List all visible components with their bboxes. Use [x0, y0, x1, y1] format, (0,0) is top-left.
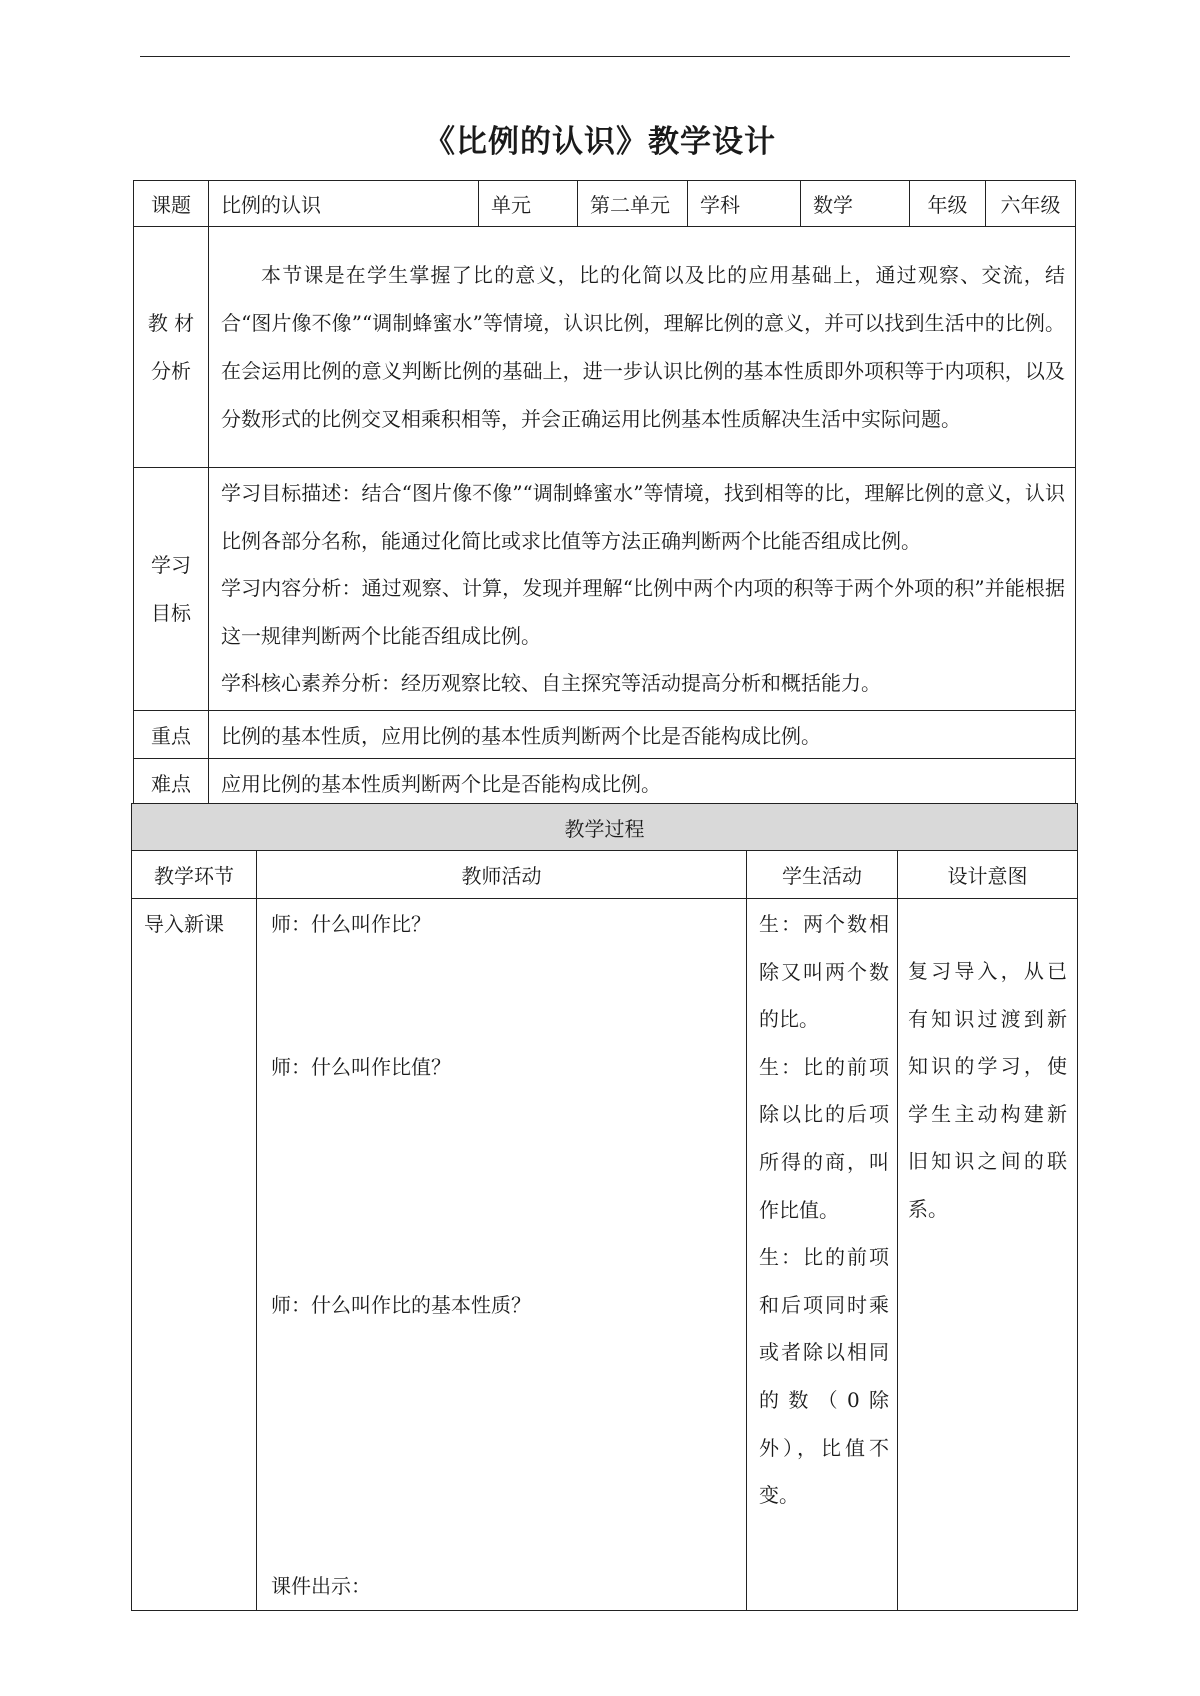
subject-label: 学科 [688, 181, 801, 227]
header-rule [140, 56, 1070, 57]
difficulty-row [134, 759, 1076, 806]
key-point-text: 比例的基本性质，应用比例的基本性质判断两个比是否能构成比例。 [209, 711, 1076, 759]
teacher-courseware: 课件出示： [271, 1574, 371, 1598]
design-intent-cell: 复习导入，从已有知识过渡到新知识的学习，使学生主动构建新旧知识之间的联系。 [898, 899, 1078, 1611]
col-stage-head: 教学环节 [132, 851, 257, 899]
process-column-heads [132, 851, 1078, 899]
teacher-question-1: 师：什么叫作比？ [271, 912, 431, 936]
analysis-label-line-2: 分析 [151, 359, 191, 383]
unit-value: 第二单元 [578, 181, 688, 227]
analysis-row [134, 227, 1076, 468]
key-point-row [134, 711, 1076, 759]
topic-value: 比例的认识 [209, 181, 479, 227]
grade-value: 六年级 [986, 181, 1076, 227]
difficulty-text: 应用比例的基本性质判断两个比是否能构成比例。 [209, 759, 1076, 806]
grade-label: 年级 [910, 181, 986, 227]
analysis-text: 本节课是在学生掌握了比的意义，比的化简以及比的应用基础上，通过观察、交流，结合“图片像不像”“调制蜂蜜水”等情境，认识比例，理解比例的意义，并可以找到生活中的比例。在会运用比例的意义判断比例的基础上，进一步认识比例的基本性质即外项积等于内项积，以及分数形式的比例交叉相乘积相等，并会正确运用比例基本性质解决生活中实际问题。 [221, 263, 1065, 431]
key-point-label: 重点 [134, 711, 209, 759]
student-answer-3: 生：比的前项和后项同时乘或者除以相同的数（0除外），比值不变。 [759, 1245, 889, 1508]
student-answer-2: 生：比的前项除以比的后项所得的商，叫作比值。 [759, 1054, 889, 1222]
process-row-intro [132, 899, 1078, 1611]
goals-core-literacy: 学科核心素养分析：经历观察比较、自主探究等活动提高分析和概括能力。 [221, 671, 881, 696]
goals-label-line-2: 目标 [151, 601, 191, 625]
subject-value: 数学 [801, 181, 910, 227]
goals-content-analysis: 学习内容分析：通过观察、计算，发现并理解“比例中两个内项的积等于两个外项的积”并能根据这一规律判断两个比能否组成比例。 [221, 576, 1065, 648]
goals-description: 学习目标描述：结合“图片像不像”“调制蜂蜜水”等情境，找到相等的比，理解比例的意义，认识比例各部分名称，能通过化简比或求比值等方法正确判断两个比能否组成比例。 [221, 481, 1065, 553]
teacher-question-3: 师：什么叫作比的基本性质？ [271, 1293, 531, 1317]
stage-cell: 导入新课 [132, 899, 257, 1611]
teacher-activity-cell [257, 899, 747, 1611]
teaching-process-table [131, 803, 1078, 1611]
col-student-head: 学生活动 [747, 851, 898, 899]
unit-label: 单元 [479, 181, 578, 227]
teacher-question-2: 师：什么叫作比值？ [271, 1055, 451, 1079]
analysis-label [134, 227, 209, 468]
goals-row [134, 468, 1076, 711]
lesson-info-table [133, 180, 1076, 806]
col-teacher-head: 教师活动 [257, 851, 747, 899]
goals-label [134, 468, 209, 711]
goals-label-line-1: 学习 [151, 553, 191, 577]
process-header: 教学过程 [132, 804, 1078, 851]
goals-text-cell [209, 468, 1076, 711]
process-header-row [132, 804, 1078, 851]
topic-row [134, 181, 1076, 227]
difficulty-label: 难点 [134, 759, 209, 806]
document-title: 《比例的认识》教学设计 [424, 124, 776, 160]
analysis-label-line-1: 教 材 [147, 311, 195, 335]
student-answer-1: 生：两个数相除又叫两个数的比。 [759, 912, 889, 1032]
topic-label: 课题 [134, 181, 209, 227]
student-activity-cell [747, 899, 898, 1611]
col-intent-head: 设计意图 [898, 851, 1078, 899]
analysis-text-cell [209, 227, 1076, 468]
